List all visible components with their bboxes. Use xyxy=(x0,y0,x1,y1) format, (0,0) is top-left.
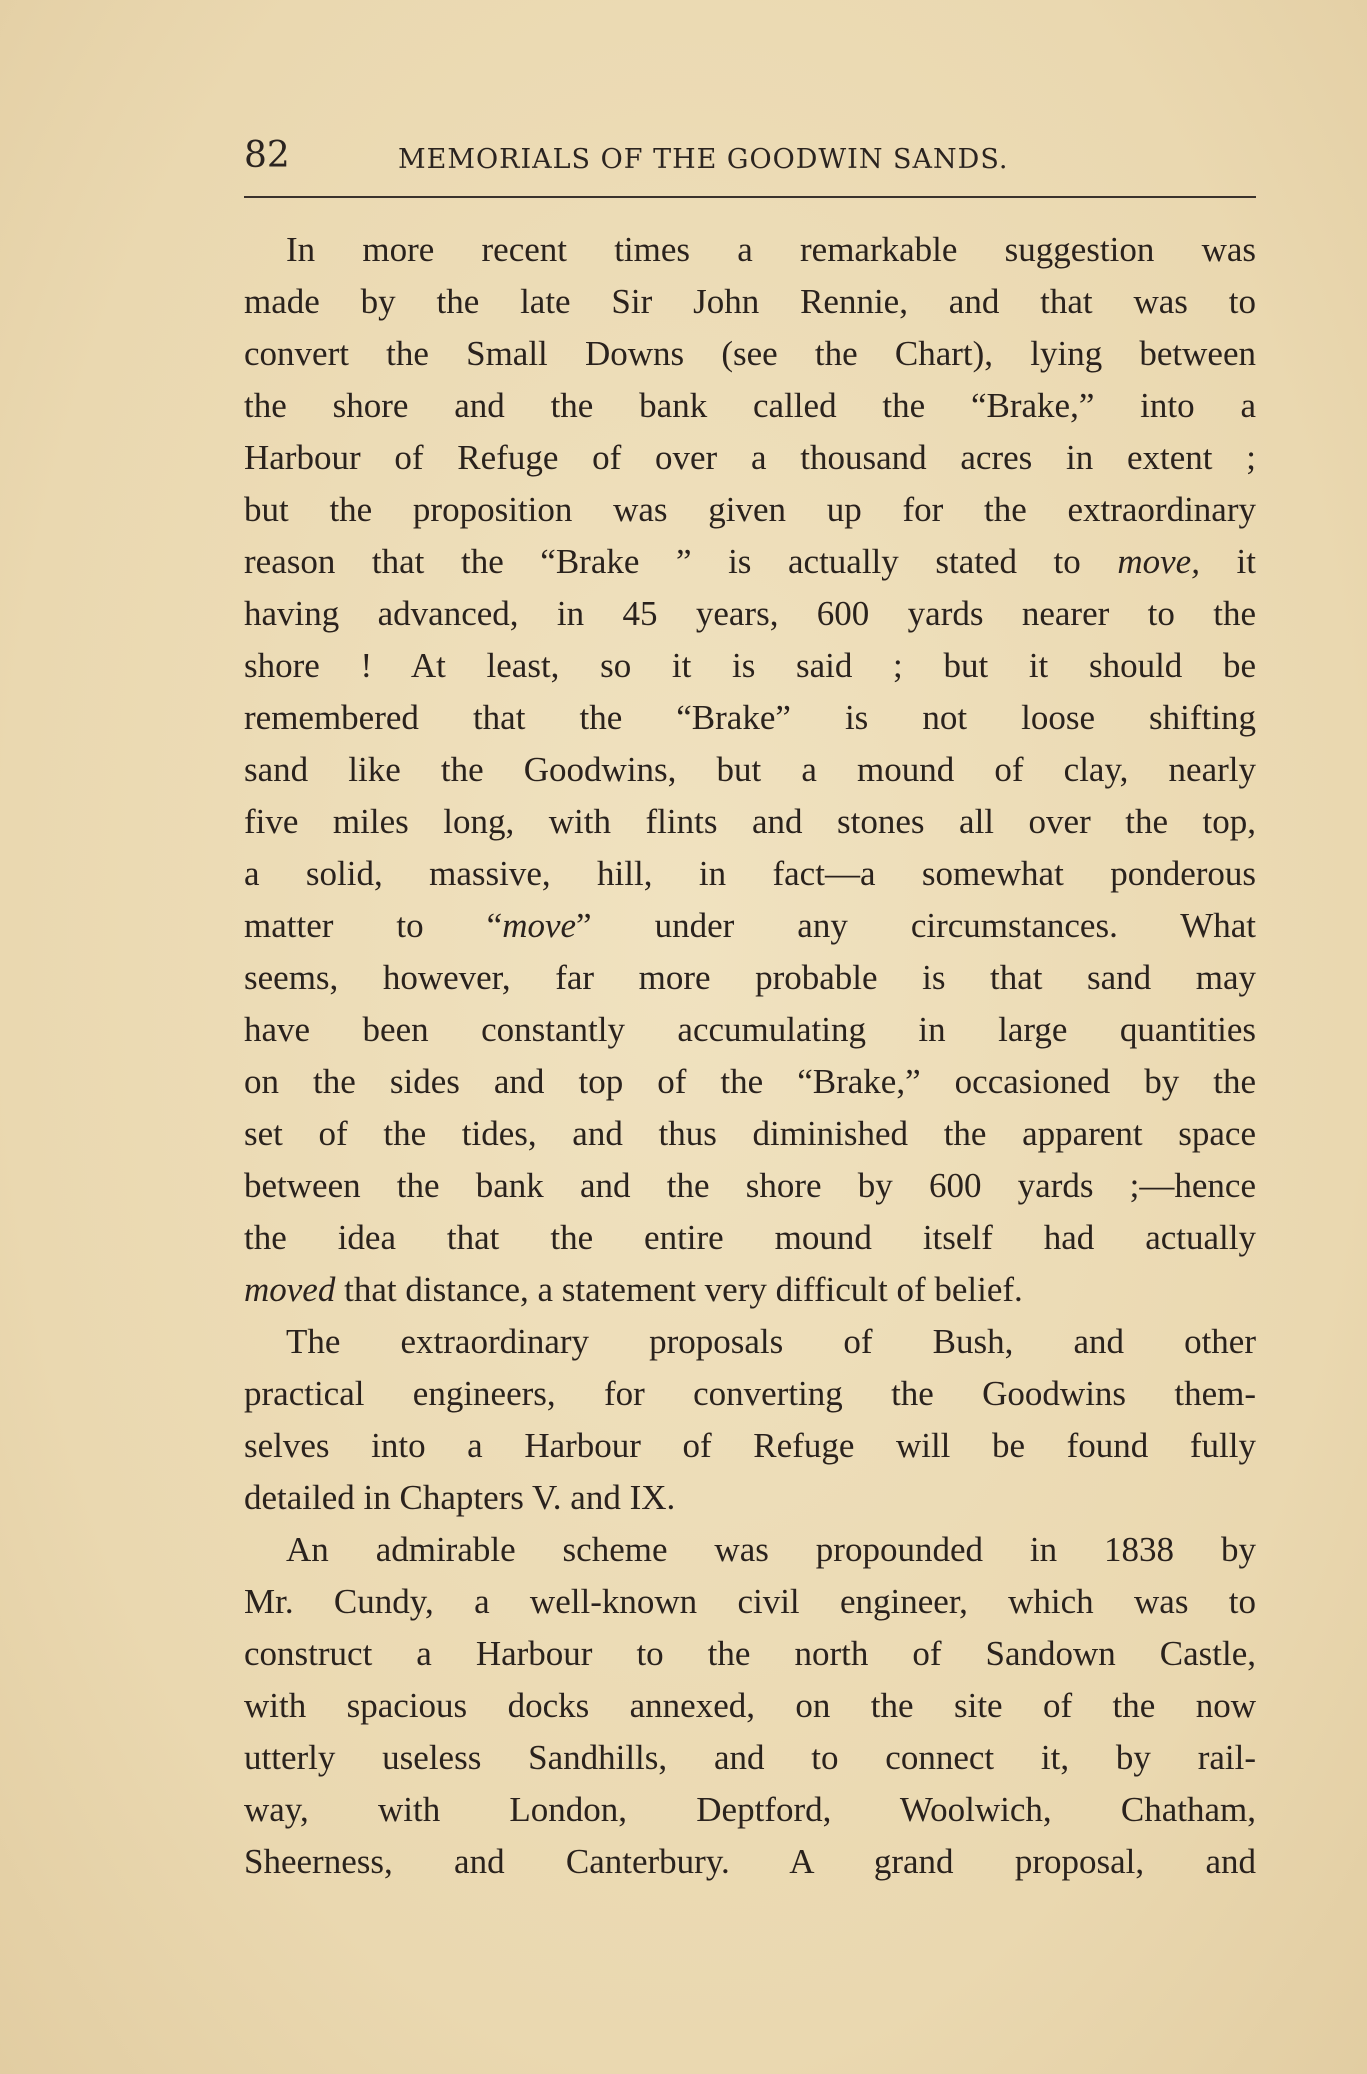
text-line xyxy=(244,1784,1256,1836)
text-line xyxy=(244,380,1256,432)
text-line xyxy=(244,1732,1256,1784)
text-line xyxy=(244,1420,1256,1472)
text-segment: a solid, massive, hill, in fact—a somewhat ponderous xyxy=(244,854,1256,893)
text-segment: way, with London, Deptford, Woolwich, Chatham, xyxy=(244,1790,1256,1829)
text-line xyxy=(244,744,1256,796)
text-line xyxy=(244,848,1256,900)
text-segment: shore ! At least, so it is said ; but it should be xyxy=(244,646,1256,685)
text-line xyxy=(244,1472,1256,1524)
text-segment: ” under any circumstances. What xyxy=(576,906,1256,945)
page-number: 82 xyxy=(244,135,290,176)
text-line xyxy=(244,1576,1256,1628)
text-segment: construct a Harbour to the north of Sandown Castle, xyxy=(244,1634,1256,1673)
text-segment: convert the Small Downs (see the Chart), lying between xyxy=(244,334,1256,373)
text-line xyxy=(244,536,1256,588)
text-line xyxy=(244,1056,1256,1108)
text-line xyxy=(244,640,1256,692)
text-line xyxy=(244,484,1256,536)
text-line xyxy=(244,1004,1256,1056)
text-line xyxy=(244,432,1256,484)
text-segment: practical engineers, for converting the Goodwins them- xyxy=(244,1374,1256,1413)
text-line xyxy=(244,1524,1256,1576)
text-line xyxy=(244,900,1256,952)
text-segment: detailed in Chapters V. and IX. xyxy=(244,1478,676,1517)
text-line xyxy=(244,1368,1256,1420)
text-line xyxy=(244,1628,1256,1680)
text-line xyxy=(244,1316,1256,1368)
body-text xyxy=(244,224,1256,1888)
text-segment: have been constantly accumulating in large quantities xyxy=(244,1010,1256,1049)
text-segment: sand like the Goodwins, but a mound of clay, nearly xyxy=(244,750,1256,789)
text-segment: with spacious docks annexed, on the site of the now xyxy=(244,1686,1256,1725)
text-segment: reason that the “Brake ” is actually stated to xyxy=(244,542,1118,581)
italic-text-segment: move, xyxy=(1117,542,1200,581)
text-segment: In more recent times a remarkable suggestion was xyxy=(286,230,1256,269)
text-segment: the shore and the bank called the “Brake,” into a xyxy=(244,386,1256,425)
text-line xyxy=(244,1836,1256,1888)
text-line xyxy=(244,796,1256,848)
text-segment: seems, however, far more probable is that sand may xyxy=(244,958,1256,997)
text-line xyxy=(244,1264,1256,1316)
text-segment: made by the late Sir John Rennie, and that was to xyxy=(244,282,1256,321)
text-segment: Sheerness, and Canterbury. A grand proposal, and xyxy=(244,1842,1256,1881)
text-segment: but the proposition was given up for the extraordinary xyxy=(244,490,1256,529)
text-segment: the idea that the entire mound itself had actually xyxy=(244,1218,1256,1257)
text-segment: having advanced, in 45 years, 600 yards nearer to the xyxy=(244,594,1256,633)
text-segment: it xyxy=(1199,542,1256,581)
text-line xyxy=(244,276,1256,328)
text-segment: five miles long, with flints and stones all over the top, xyxy=(244,802,1256,841)
text-segment: Harbour of Refuge of over a thousand acres in extent ; xyxy=(244,438,1256,477)
text-segment: selves into a Harbour of Refuge will be found fully xyxy=(244,1426,1256,1465)
italic-text-segment: move xyxy=(502,906,577,945)
text-line xyxy=(244,1680,1256,1732)
text-line xyxy=(244,692,1256,744)
text-line xyxy=(244,952,1256,1004)
text-segment: between the bank and the shore by 600 yards ;—hence xyxy=(244,1166,1256,1205)
italic-text-segment: moved xyxy=(244,1270,336,1309)
text-segment: that distance, a statement very difficult of belief. xyxy=(335,1270,1023,1309)
text-line xyxy=(244,588,1256,640)
text-segment: remembered that the “Brake” is not loose shifting xyxy=(244,698,1256,737)
text-segment: matter to “ xyxy=(244,906,503,945)
running-head: MEMORIALS OF THE GOODWIN SANDS. xyxy=(398,144,1009,175)
text-line xyxy=(244,1160,1256,1212)
page-header xyxy=(244,130,1256,182)
text-segment: set of the tides, and thus diminished the apparent space xyxy=(244,1114,1256,1153)
text-line xyxy=(244,1212,1256,1264)
text-segment: The extraordinary proposals of Bush, and other xyxy=(286,1322,1256,1361)
text-segment: on the sides and top of the “Brake,” occasioned by the xyxy=(244,1062,1256,1101)
header-rule xyxy=(244,196,1256,198)
text-line xyxy=(244,224,1256,276)
text-line xyxy=(244,1108,1256,1160)
text-segment: utterly useless Sandhills, and to connect it, by rail- xyxy=(244,1738,1256,1777)
text-segment: An admirable scheme was propounded in 1838 by xyxy=(286,1530,1256,1569)
text-line xyxy=(244,328,1256,380)
text-segment: Mr. Cundy, a well-known civil engineer, which was to xyxy=(244,1582,1256,1621)
